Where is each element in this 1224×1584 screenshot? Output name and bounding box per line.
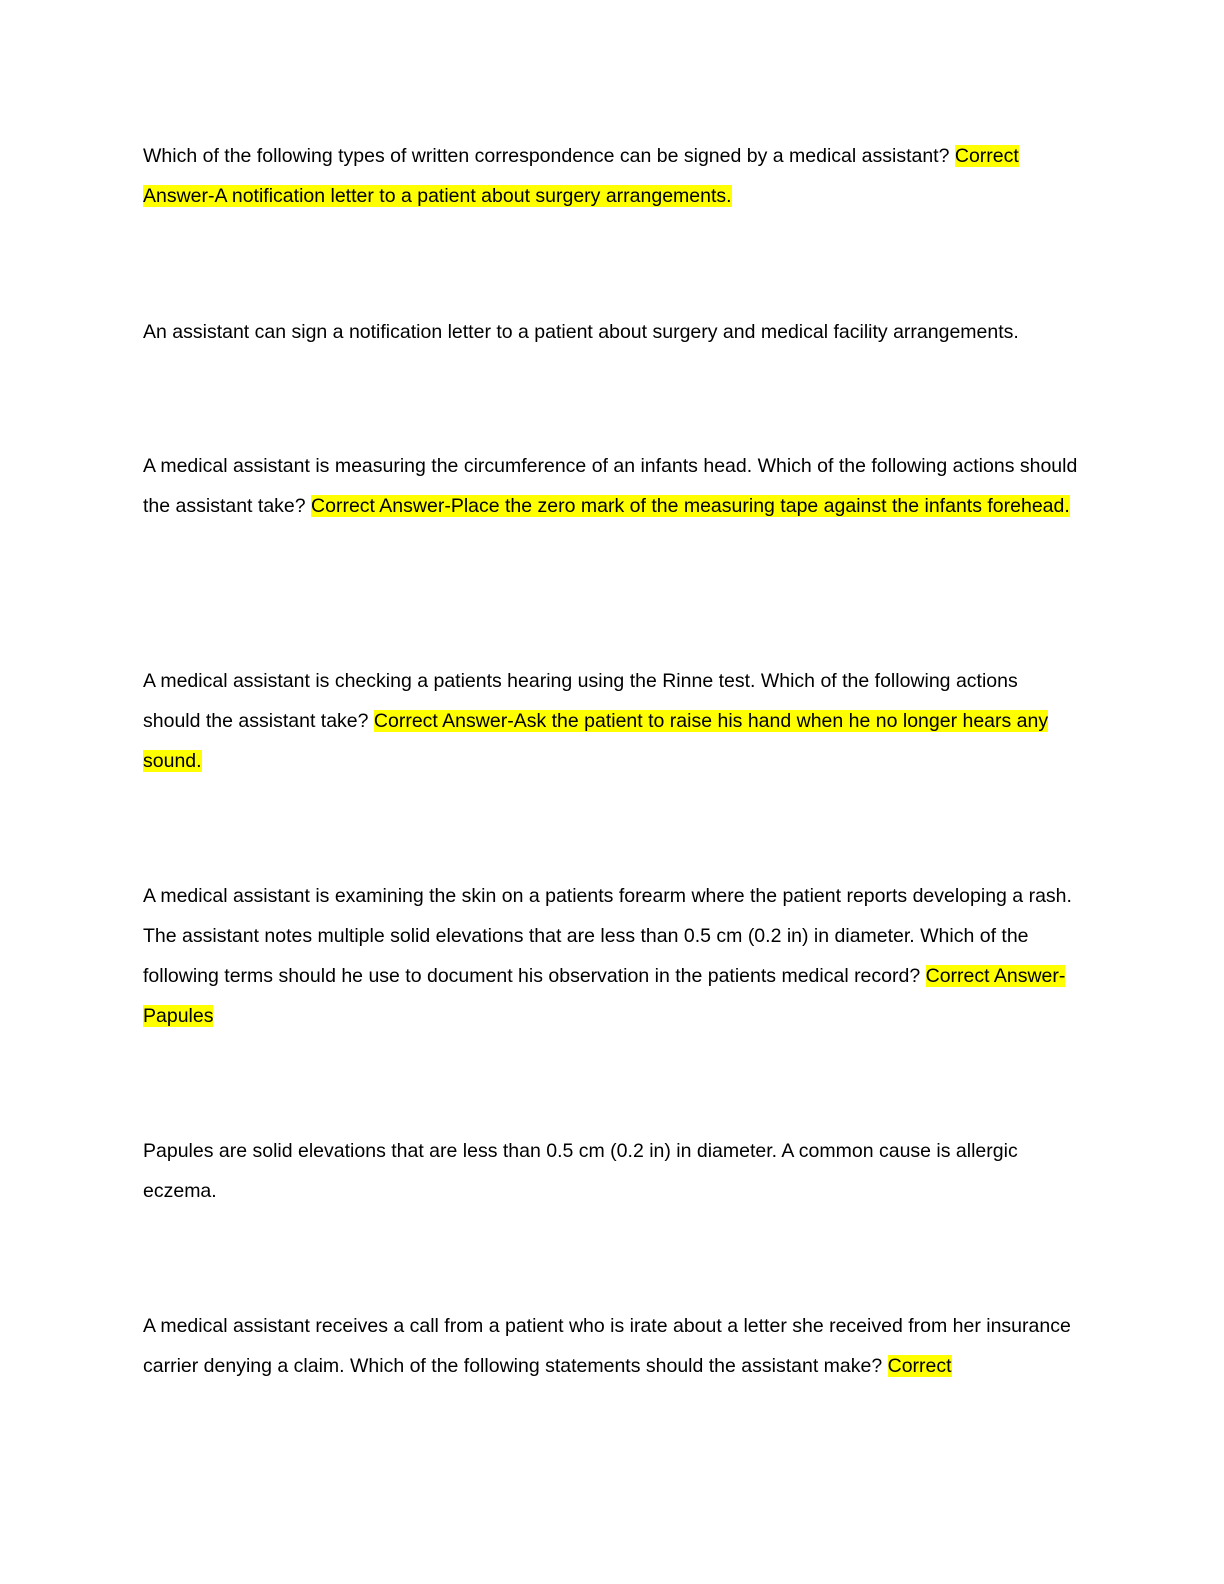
question-text: A medical assistant is examining the skin on a patients forearm where the patient reports developing a rash. The assistant notes multiple solid elevations that are less than 0.5 cm (0.2 in) in diameter. Which of the following terms should he use to document his observation in the patients medical record?: [143, 885, 1072, 987]
question-text: A medical assistant receives a call from a patient who is irate about a letter she received from her insurance carrier denying a claim. Which of the following statements should the assistant make?: [143, 1315, 1071, 1377]
question-block-4: [143, 876, 1079, 1036]
answer-highlight: Correct Answer-A notification letter to a patient about surgery arrangements.: [143, 145, 1019, 207]
question-text: Which of the following types of written correspondence can be signed by a medical assistant?: [143, 145, 950, 167]
question-block-3: [143, 661, 1079, 781]
answer-highlight: Correct Answer-Place the zero mark of the measuring tape against the infants forehead.: [311, 495, 1070, 517]
question-block-5: [143, 1306, 1079, 1386]
explanation-block-2: [143, 1131, 1079, 1211]
answer-highlight: Correct Answer-Ask the patient to raise his hand when he no longer hears any sound.: [143, 710, 1049, 772]
question-block-1: [143, 136, 1079, 216]
answer-highlight: Correct: [887, 1355, 952, 1377]
answer-highlight: Correct Answer-Papules: [143, 965, 1066, 1027]
explanation-text: Papules are solid elevations that are less than 0.5 cm (0.2 in) in diameter. A common cause is allergic eczema.: [143, 1140, 1018, 1202]
question-text: A medical assistant is measuring the circumference of an infants head. Which of the following actions should the assistant take?: [143, 455, 1078, 517]
question-text: A medical assistant is checking a patients hearing using the Rinne test. Which of the following actions should the assistant take?: [143, 670, 1018, 732]
question-block-2: [143, 446, 1079, 526]
explanation-block-1: [143, 312, 1079, 352]
explanation-text: An assistant can sign a notification letter to a patient about surgery and medical facility arrangements.: [143, 321, 1019, 343]
